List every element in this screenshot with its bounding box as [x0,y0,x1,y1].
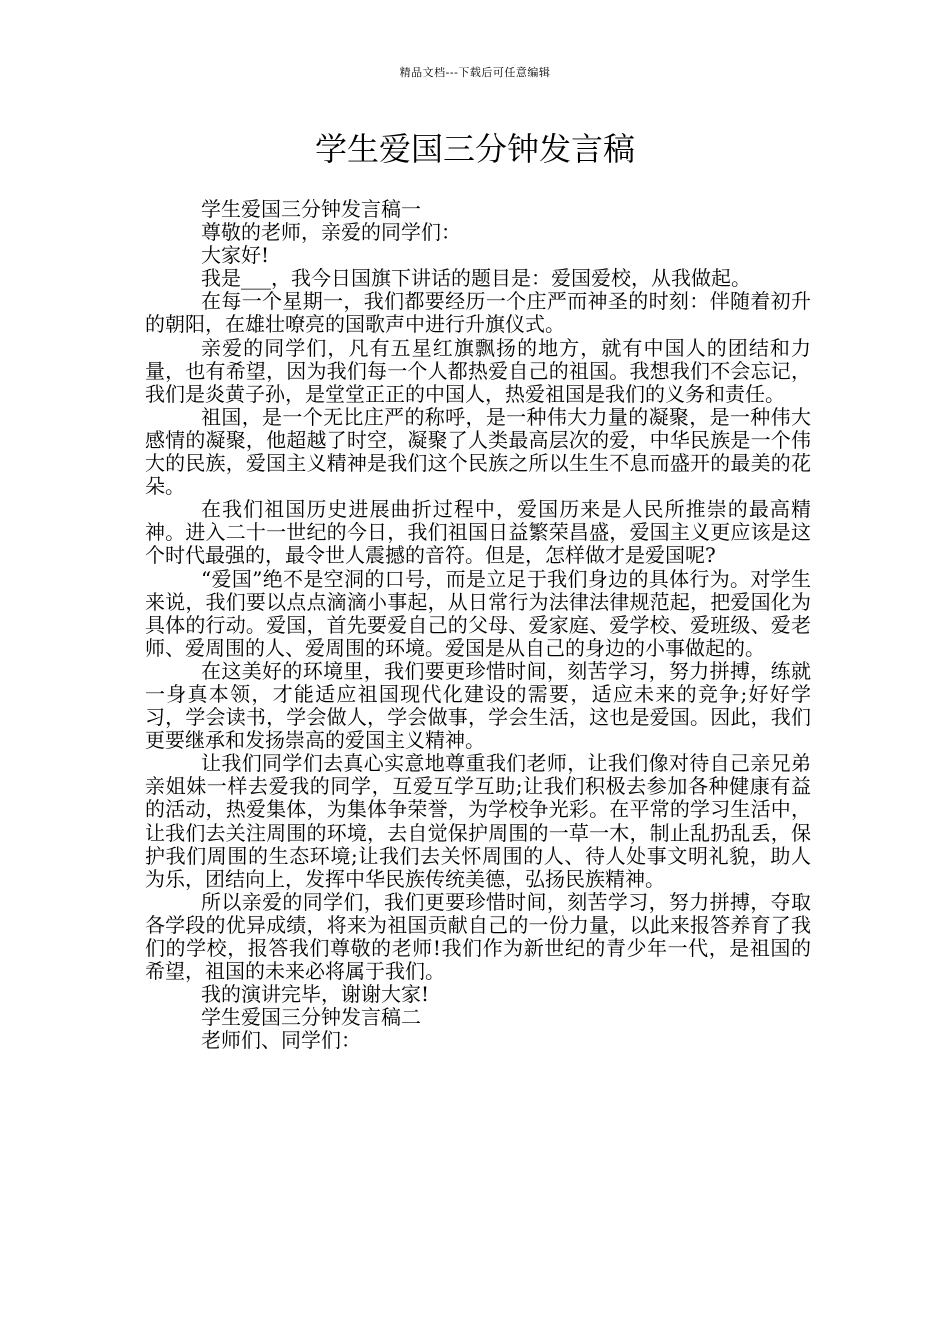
paragraph: 亲爱的同学们，凡有五星红旗飘扬的地方，就有中国人的团结和力量，也有希望，因为我们每一个人都热爱自己的祖国。我想我们不会忘记，我们是炎黄子孙，是堂堂正正的中国人，热爱祖国是我们的义务和责任。 [145,335,811,406]
paragraph: 在每一个星期一，我们都要经历一个庄严而神圣的时刻：伴随着初升的朝阳，在雄壮嘹亮的国歌声中进行升旗仪式。 [145,289,811,337]
paragraph: 在我们祖国历史进展曲折过程中，爱国历来是人民所推崇的最高精神。进入二十一世纪的今日，我们祖国日益繁荣昌盛，爱国主义更应该是这个时代最强的，最令世人震撼的音符。但是，怎样做才是爱国呢? [145,497,811,568]
paragraph: 让我们同学们去真心实意地尊重我们老师，让我们像对待自己亲兄弟亲姐妹一样去爱我的同学，互爱互学互助;让我们积极去参加各种健康有益的活动，热爱集体，为集体争荣誉，为学校争光彩。在平常的学习生活中，让我们去关注周围的环境，去自觉保护周围的一草一木，制止乱扔乱丢，保护我们周围的生态环境;让我们去关怀周围的人、待人处事文明礼貌，助人为乐，团结向上，发挥中华民族传统美德，弘扬民族精神。 [145,751,811,891]
header-note: 精品文档---下载后可任意编辑 [399,66,551,79]
paragraph: 在这美好的环境里，我们要更珍惜时间，刻苦学习，努力拼搏，练就一身真本领，才能适应祖国现代化建设的需要，适应未来的竞争;好好学习，学会读书，学会做人，学会做事，学会生活，这也是爱国。因此，我们更要继承和发扬崇高的爱国主义精神。 [145,658,811,753]
paragraph: 我是___，我今日国旗下讲话的题目是：爱国爱校，从我做起。 [201,266,751,291]
paragraph-greeting: 大家好! [201,243,270,268]
paragraph-section-heading-1: 学生爱国三分钟发言稿一 [201,197,421,221]
paragraph-section-heading-2: 学生爱国三分钟发言稿二 [201,1005,421,1030]
paragraph: 祖国，是一个无比庄严的称呼，是一种伟大力量的凝聚，是一种伟大感情的凝聚，他超越了时空，凝聚了人类最高层次的爱，中华民族是一个伟大的民族，爱国主义精神是我们这个民族之所以生生不息而盛开的最美的花朵。 [145,404,811,499]
paragraph-salutation-2: 老师们、同学们： [201,1028,361,1053]
paragraph: “爱国”绝不是空洞的口号，而是立足于我们身边的具体行为。对学生来说，我们要以点点滴滴小事起，从日常行为法律法律规范起，把爱国化为具体的行动。爱国，首先要爱自己的父母、爱家庭、爱学校、爱班级、爱老师、爱周围的人、爱周围的环境。爱国是从自己的身边的小事做起的。 [145,566,811,660]
document-body [145,198,811,1052]
paragraph: 所以亲爱的同学们，我们更要珍惜时间，刻苦学习，努力拼搏，夺取各学段的优异成绩，将来为祖国贡献自己的一份力量，以此来报答养育了我们的学校，报答我们尊敬的老师!我们作为新世纪的青少年一代，是祖国的希望，祖国的未来必将属于我们。 [145,889,811,984]
paragraph-salutation: 尊敬的老师，亲爱的同学们： [201,220,461,245]
paragraph-closing: 我的演讲完毕，谢谢大家! [201,982,430,1007]
document-title: 学生爱国三分钟发言稿 [314,130,635,168]
